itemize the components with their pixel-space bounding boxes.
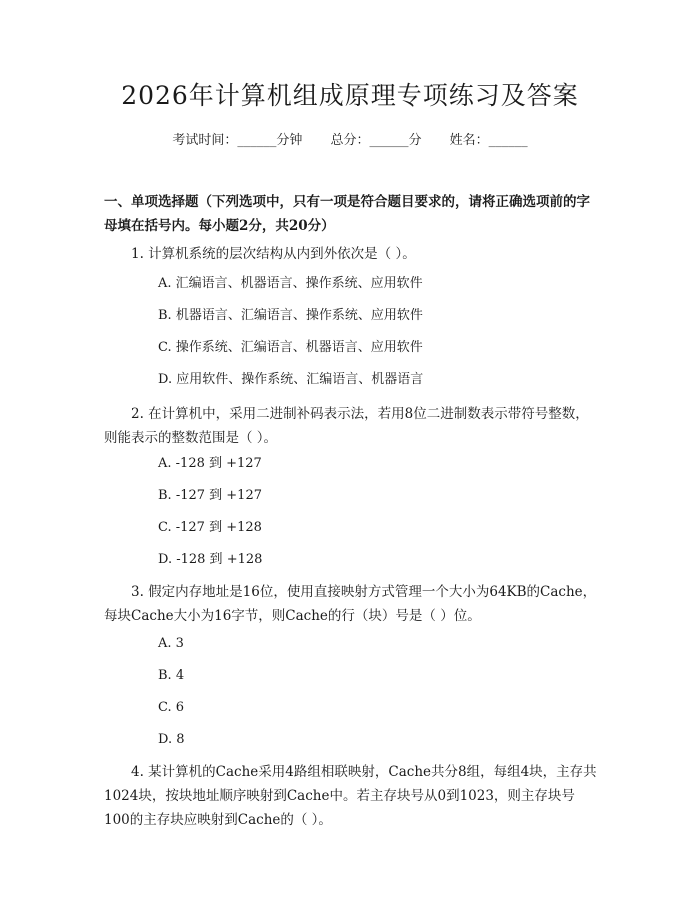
exam-time-field: 考试时间：______分钟 — [172, 133, 303, 148]
question-1-option-c: C. 操作系统、汇编语言、机器语言、应用软件 — [158, 340, 423, 355]
question-4-stem: 4. 某计算机的Cache采用4路组相联映射，Cache共分8组，每组4块，主存共1024块，按块地址顺序映射到Cache中。若主存块号从0到1023，则主存块号100的主存块应映射到Cache的（ ）。 — [104, 764, 597, 828]
exam-info — [0, 131, 700, 151]
question-3-option-c: C. 6 — [158, 700, 185, 715]
question-3-option-a: A. 3 — [158, 636, 184, 651]
document-title: 2026年计算机组成原理专项练习及答案 — [121, 81, 579, 110]
question-1-option-d: D. 应用软件、操作系统、汇编语言、机器语言 — [158, 372, 424, 387]
question-2-option-a: A. -128 到 +127 — [158, 456, 262, 471]
question-2-stem: 2. 在计算机中，采用二进制补码表示法，若用8位二进制数表示带符号整数，则能表示的整数范围是（ ）。 — [104, 406, 589, 446]
question-1-option-b: B. 机器语言、汇编语言、操作系统、应用软件 — [158, 308, 423, 323]
question-2-option-d: D. -128 到 +128 — [158, 552, 263, 567]
question-1-stem: 1. 计算机系统的层次结构从内到外依次是（ ）。 — [131, 246, 416, 262]
question-3-option-b: B. 4 — [158, 668, 185, 683]
question-3-option-d: D. 8 — [158, 732, 185, 747]
total-score-field: 总分：______分 — [330, 133, 422, 148]
section-heading-single-choice: 一、单项选择题（下列选项中，只有一项是符合题目要求的，请将正确选项前的字母填在括号内。每小题2分，共20分） — [104, 194, 590, 234]
question-2-option-c: C. -127 到 +128 — [158, 520, 262, 535]
question-2-option-b: B. -127 到 +127 — [158, 488, 262, 503]
question-3-stem: 3. 假定内存地址是16位，使用直接映射方式管理一个大小为64KB的Cache，每块Cache大小为16字节，则Cache的行（块）号是（ ）位。 — [104, 584, 597, 624]
question-1-option-a: A. 汇编语言、机器语言、操作系统、应用软件 — [158, 276, 423, 291]
student-name-field: 姓名：______ — [449, 133, 528, 148]
